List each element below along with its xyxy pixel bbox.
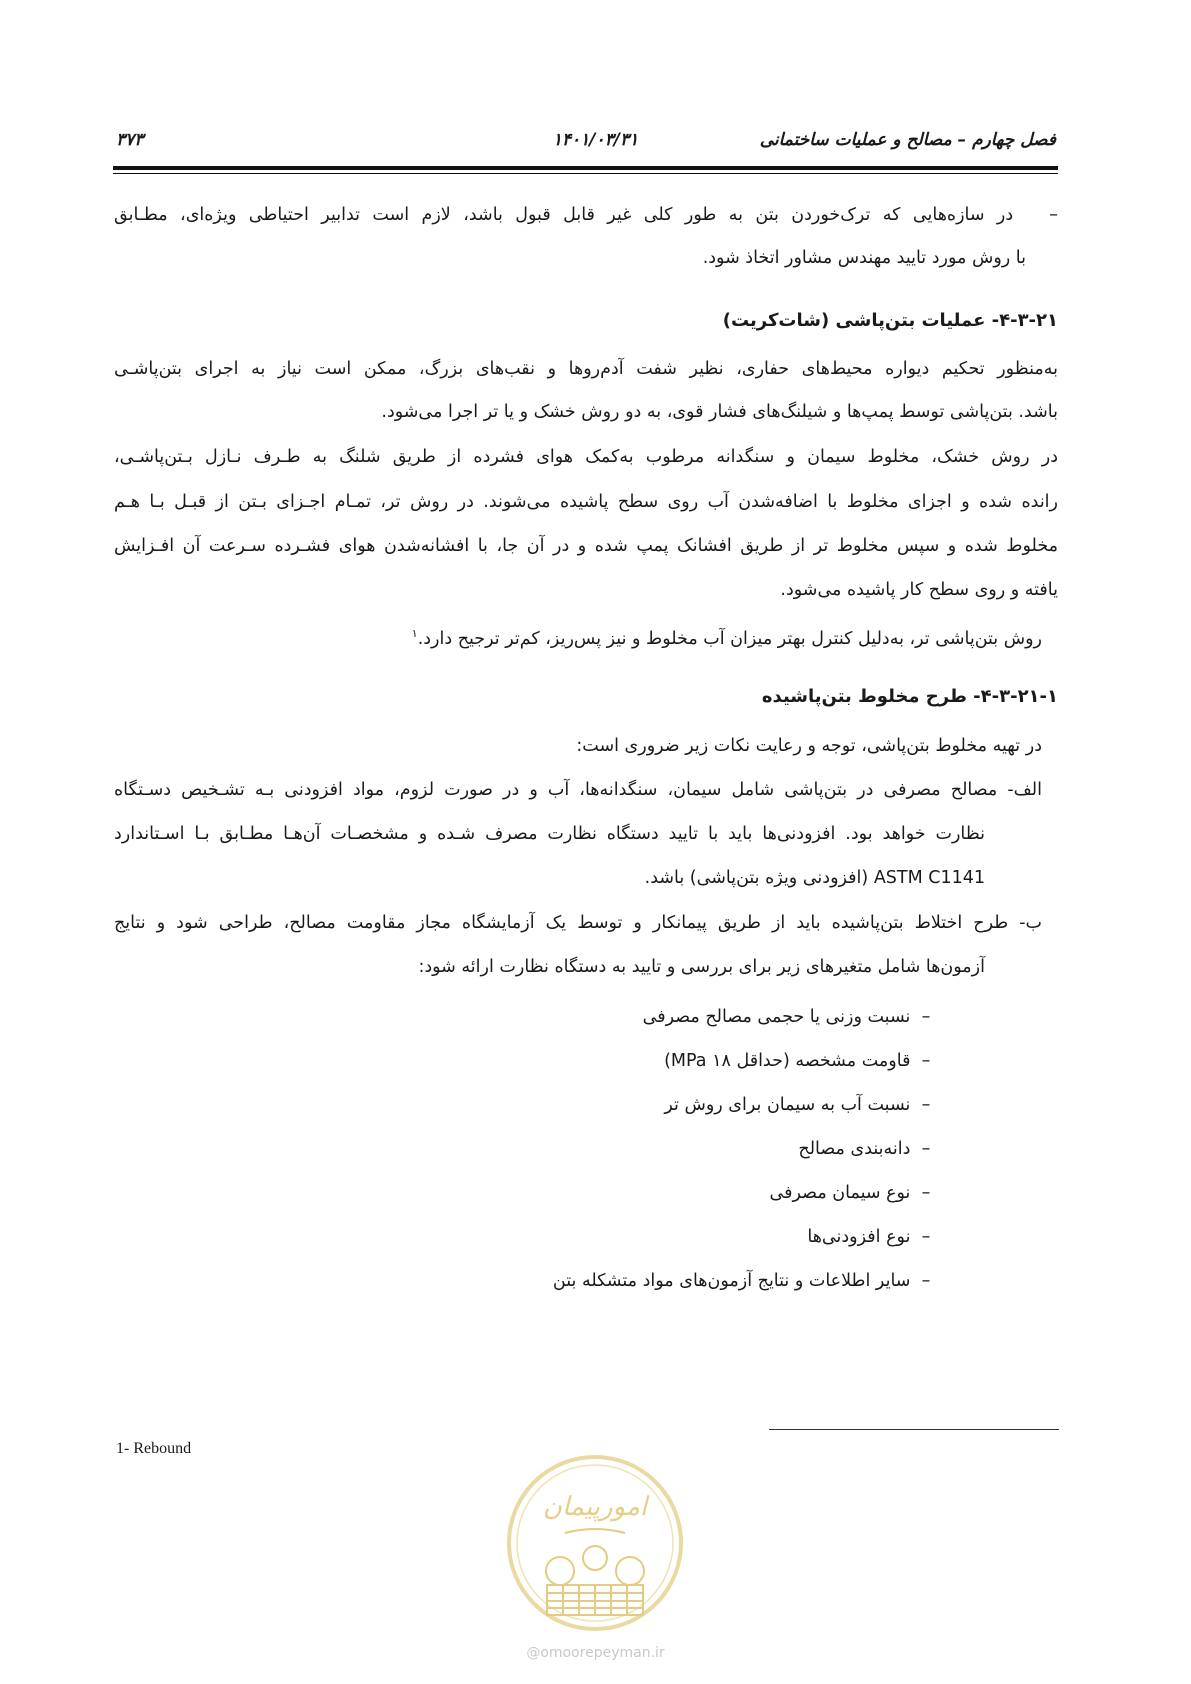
list-item [114,1267,936,1295]
para2-line-4: یافته و روی سطح کار پاشیده می‌شود. [780,580,1058,600]
footnote-text: 1- Rebound [116,1440,192,1457]
dash-bullet: – [1049,205,1058,225]
list-item [114,1091,936,1119]
para2-line-3: مخلوط شده و سپس مخلوط تر از طریق افشانک پمپ شده و در آن جا، با افشانه‌شدن هوای فشـرده سـرعت آن افـزایش [114,536,1058,556]
list-item-text: قاومت مشخصه (حداقل ۱۸ MPa) [664,1051,916,1071]
list-item [114,1223,936,1251]
watermark-handle: @omoorepeyman.ir [526,1645,665,1661]
list-item [114,1135,936,1163]
dash-bullet: – [921,1271,931,1291]
para4-line-1: در تهیه مخلوط بتن‌پاشی، توجه و رعایت نکات زیر ضروری است: [576,736,1042,756]
dash-bullet: – [921,1051,931,1071]
para2-line-1: در روش خشک، مخلوط سیمان و سنگدانه مرطوب به‌کمک هوای فشرده از طریق شلنگ به طـرف نـازل بـتن‌پاشـی، [114,447,1058,467]
item-alef-line-2: نظارت خواهد بود. افزودنی‌ها باید با تایید دستگاه نظارت مصرف شـده و مشخصـات آن‌هـا مطـابق بـا اسـتاندارد [114,824,985,844]
para3-line-1 [114,620,1042,653]
dash-bullet: – [921,1007,931,1027]
header-rule-thick [113,166,1058,170]
list-item-text: نوع افزودنی‌ها [807,1227,916,1247]
para1-line-2: باشد. بتن‌پاشی توسط پمپ‌ها و شیلنگ‌های فشار قوی، به دو روش خشک و یا تر اجرا می‌شود. [381,402,1058,422]
list-item-text: نسبت آب به سیمان برای روش تر [664,1095,916,1115]
dash-bullet: – [921,1227,931,1247]
intro-bullet-line-1 [114,201,1058,229]
intro-bullet-text-1: در سازه‌هایی که ترک‌خوردن بتن به طور کلی غیر قابل قبول باشد، لازم است تدابیر احتیاطی ویژه‌ای، مطـابق [114,205,1014,225]
intro-bullet-line-2: با روش مورد تایید مهندس مشاور اتخاذ شود. [702,248,1026,268]
dash-bullet: – [921,1095,931,1115]
footnote-ref: ۱ [411,627,418,640]
chapter-title: فصل چهارم – مصالح و عملیات ساختمانی [759,130,1056,150]
para2-line-2: رانده شده و اجزای مخلوط با اضافه‌شدن آب روی سطح پاشیده می‌شوند. در روش تر، تمـام اجـزای بـتن از قبـل بـا هـم [114,492,1058,512]
dash-bullet: – [921,1183,931,1203]
para3-text: روش بتن‌پاشی تر، به‌دلیل کنترل بهتر میزان آب مخلوط و نیز پس‌ریز، کم‌تر ترجیح دارد. [417,628,1042,649]
list-item [114,1179,936,1207]
svg-text:امورپیمان: امورپیمان [542,1492,648,1522]
list-item-text: سایر اطلاعات و نتایج آزمون‌های مواد متشکله بتن [552,1271,916,1291]
item-alef-line-1: الف- مصالح مصرفی در بتن‌پاشی شامل سیمان، سنگدانه‌ها، آب و در صورت لزوم، مواد افزودنی بـه تشـخیص دسـتگاه [114,780,1042,800]
dash-bullet: – [921,1139,931,1159]
list-item-text: دانه‌بندی مصالح [798,1139,916,1159]
header-date: ۱۴۰۱/۰۳/۳۱ [552,130,639,150]
subsection-heading: ۴-۳-۲۱-۱- طرح مخلوط بتن‌پاشیده [761,686,1058,707]
item-alef-line-3: ASTM C1141 (افزودنی ویژه بتن‌پاشی) باشد. [644,868,985,888]
footnote-rule [769,1429,1059,1430]
header-rule-thin [113,173,1058,174]
list-item-text: نوع سیمان مصرفی [769,1183,916,1203]
watermark-logo [505,1453,685,1633]
list-item [114,1003,936,1031]
para1-line-1: به‌منظور تحکیم دیواره محیط‌های حفاری، نظیر شفت آدم‌روها و نقب‌های بزرگ، ممکن است نیاز به اجرای بتن‌پاشـی [114,359,1058,379]
section-heading: ۴-۳-۲۱- عملیات بتن‌پاشی (شات‌کریت) [722,310,1058,331]
item-be-line-1: ب- طرح اختلاط بتن‌پاشیده باید از طریق پیمانکار و توسط یک آزمایشگاه مجاز مقاومت مصالح، طراحی شود و نتایج [114,913,1042,933]
page-number: ۳۷۳ [116,130,144,150]
list-item [114,1047,936,1075]
item-be-line-2: آزمون‌ها شامل متغیرهای زیر برای بررسی و تایید به دستگاه نظارت ارائه شود: [418,957,985,977]
list-item-text: نسبت وزنی یا حجمی مصالح مصرفی [642,1007,916,1027]
